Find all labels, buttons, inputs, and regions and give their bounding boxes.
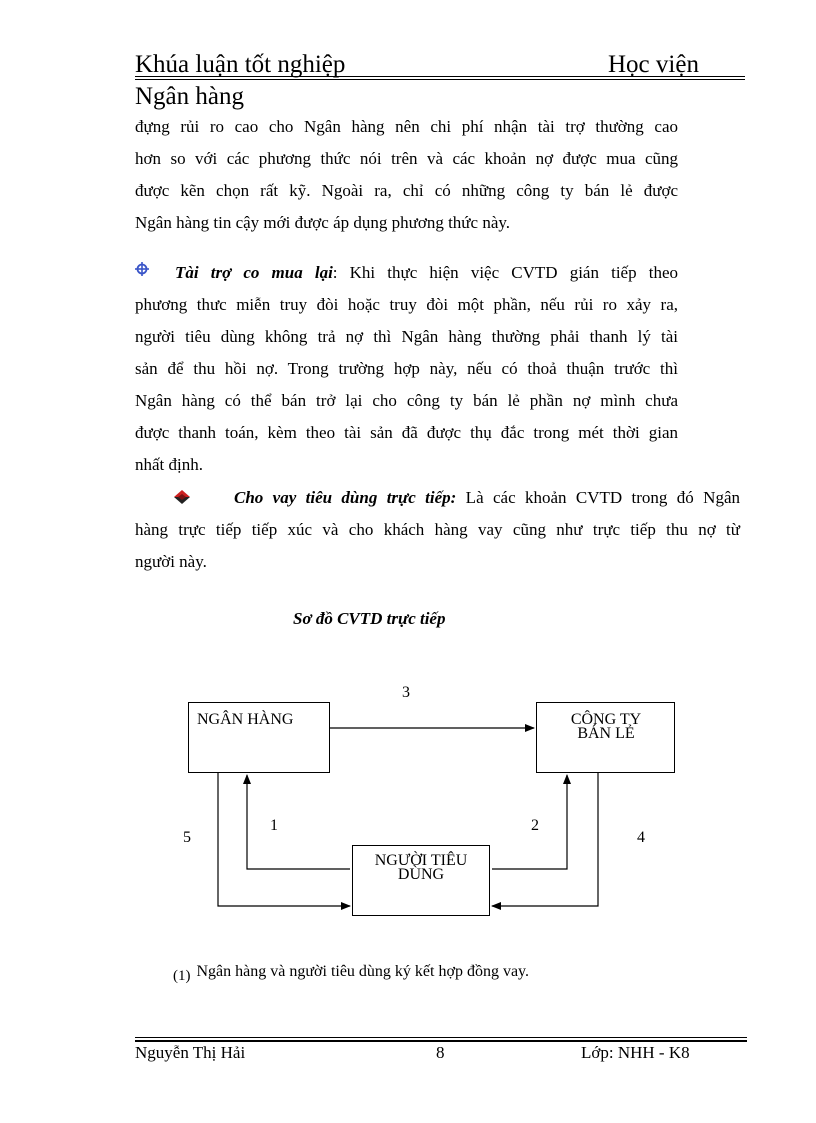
text-line: Ngân hàng tin cậy mới được áp dụng phương thức này. bbox=[135, 213, 511, 232]
arrow-label-5: 5 bbox=[183, 829, 191, 846]
text-line: đựng rủi ro cao cho Ngân hàng nên chi phí nhận tài trợ thường cao bbox=[135, 117, 678, 136]
text-line: được kẽn chọn rất kỹ. Ngoài ra, chỉ có những công ty bán lẻ được bbox=[135, 181, 678, 200]
header-title-line2: Ngân hàng bbox=[135, 83, 244, 110]
text-line: được thanh toán, kèm theo tài sản đã được thụ đắc trong mét thời gian bbox=[135, 423, 678, 442]
paragraph-3 bbox=[135, 482, 740, 578]
paragraph-3-title: Cho vay tiêu dùng trực tiếp: bbox=[234, 488, 457, 507]
diagram-note bbox=[173, 963, 529, 984]
arrow-label-3: 3 bbox=[402, 684, 410, 701]
consumer-label-line1: NGƯỜI TIÊU bbox=[374, 852, 468, 869]
header-rule-thin bbox=[135, 79, 745, 80]
text-line: hàng trực tiếp tiếp xúc và cho khách hàng vay cũng như trực tiếp thu nợ từ bbox=[135, 520, 740, 539]
header-title-left: Khúa luận tốt nghiệp bbox=[135, 51, 346, 78]
company-label-line1: CÔNG TY bbox=[570, 711, 642, 728]
diagram-title: Sơ đồ CVTD trực tiếp bbox=[293, 609, 446, 628]
arrow-label-2: 2 bbox=[531, 817, 539, 834]
text-line: hơn so với các phương thức nói trên và các khoản nợ được mua cũng bbox=[135, 149, 678, 168]
footer-rule bbox=[135, 1040, 747, 1042]
footer-page-number: 8 bbox=[436, 1043, 445, 1062]
paragraph-2-title: Tài trợ co mua lại bbox=[175, 263, 333, 282]
paragraph-1 bbox=[135, 111, 678, 239]
retail-company-box bbox=[536, 702, 675, 773]
text-line: phương thưc miễn truy đòi hoặc truy đòi một phần, nếu rủi ro xảy ra, bbox=[135, 295, 678, 314]
note-number: (1) bbox=[173, 968, 191, 984]
arrow-label-1: 1 bbox=[270, 817, 278, 834]
arrow-4 bbox=[492, 773, 598, 906]
header-title-right: Học viện bbox=[608, 51, 699, 78]
text-line-first bbox=[135, 482, 740, 514]
text-line: Ngân hàng có thể bán trở lại cho công ty bán lẻ phần nợ mình chưa bbox=[135, 391, 678, 410]
text-line-first bbox=[135, 257, 678, 289]
bank-label: NGÂN HÀNG bbox=[197, 711, 294, 728]
arrow-2 bbox=[492, 775, 567, 869]
footer-rule-thin bbox=[135, 1037, 747, 1038]
text-line: nhất định. bbox=[135, 455, 203, 474]
paragraph-2-first-rest: : Khi thực hiện việc CVTD gián tiếp theo bbox=[332, 263, 678, 282]
consumer-label-line2: DÙNG bbox=[397, 866, 445, 883]
text-line: sản để thu hồi nợ. Trong trường hợp này, nếu có thoả thuận trước thì bbox=[135, 359, 678, 378]
footer-author: Nguyễn Thị Hải bbox=[135, 1043, 246, 1062]
company-label-line2: BÁN LẺ bbox=[577, 725, 635, 742]
footer-class: Lớp: NHH - K8 bbox=[581, 1043, 690, 1062]
bank-box bbox=[188, 702, 330, 773]
arrow-label-4: 4 bbox=[637, 829, 645, 846]
consumer-box bbox=[352, 845, 490, 916]
paragraph-3-first-rest: Là các khoản CVTD trong đó Ngân bbox=[456, 488, 740, 507]
text-line: người tiêu dùng không trả nợ thì Ngân hàng thường phải thanh lý tài bbox=[135, 327, 678, 346]
text-line: người này. bbox=[135, 552, 207, 571]
header-rule bbox=[135, 76, 745, 77]
arrow-1 bbox=[247, 775, 350, 869]
arrow-5 bbox=[218, 773, 350, 906]
paragraph-2 bbox=[135, 257, 678, 481]
note-text: Ngân hàng và người tiêu dùng ký kết hợp đồng vay. bbox=[196, 963, 529, 980]
